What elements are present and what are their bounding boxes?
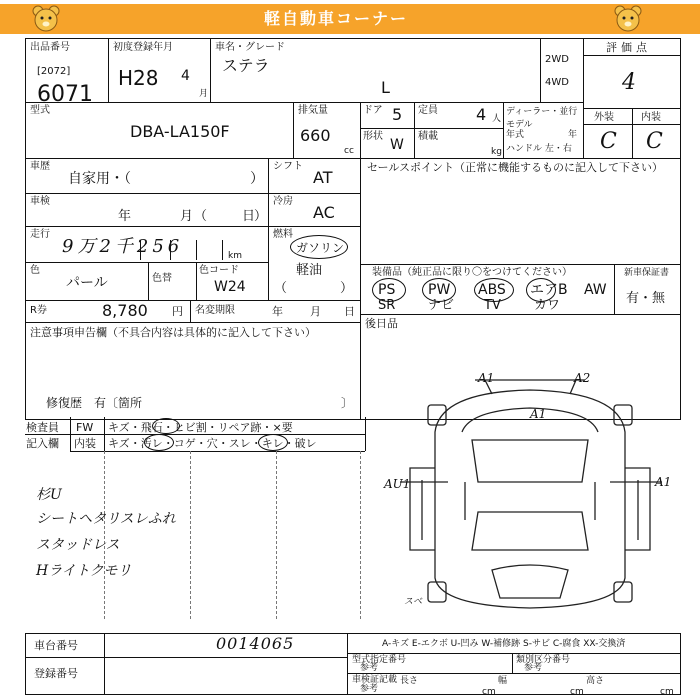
dealer-handle: ハンドル 左・右 xyxy=(506,144,572,154)
registration-label: 登録番号 xyxy=(34,667,78,680)
drive-4wd: 4WD xyxy=(545,77,569,88)
capacity-label: 定員 xyxy=(418,105,438,116)
first-reg-year: H28 xyxy=(118,66,159,90)
fuel-gas-circle xyxy=(290,235,348,259)
recycle-value: 8,780 xyxy=(102,301,148,320)
equip-abs: ABS xyxy=(478,282,506,298)
warranty-label: 新車保証書 xyxy=(624,268,670,278)
drive-2wd: 2WD xyxy=(545,54,569,65)
inspector-label: 検査員 xyxy=(26,421,59,434)
fuel-label: 燃料 xyxy=(273,229,293,240)
chassis-number: 0014065 xyxy=(216,634,295,653)
color-value: パール xyxy=(66,275,108,291)
fuel-close: ） xyxy=(340,281,354,296)
load-unit: kg xyxy=(491,147,502,157)
equip-airbag: エアB xyxy=(530,282,568,298)
handnote-2: シートヘタリスレふれ xyxy=(36,511,176,527)
header-title: 軽自動車コーナー xyxy=(264,9,409,28)
displacement-unit: cc xyxy=(344,146,354,156)
spec-ref-3: 参考 xyxy=(360,684,379,694)
displacement-label: 排気量 xyxy=(298,105,328,116)
header-bear-right xyxy=(612,4,644,34)
mileage-unit: km xyxy=(228,251,242,261)
displacement-value: 660 xyxy=(300,126,331,145)
capacity-value: 4 xyxy=(476,105,487,124)
name-change-year: 年 xyxy=(272,305,283,318)
bear-icon xyxy=(30,4,62,34)
recycle-label: R券 xyxy=(30,305,47,316)
shape-label: 形状 xyxy=(363,131,383,142)
lot-number: 6071 xyxy=(37,82,93,107)
shape-value: W xyxy=(390,137,404,153)
car-name-label: 車名・グレード xyxy=(215,42,285,53)
mark-circle-1 xyxy=(152,418,180,434)
equip-sr: SR xyxy=(378,298,396,313)
header-bear-left xyxy=(30,4,62,34)
name-change-label: 名変期限 xyxy=(195,305,235,316)
after-market-label: 後日品 xyxy=(365,317,398,330)
equip-ps: PS xyxy=(378,282,396,298)
first-reg-month: 4 xyxy=(181,68,190,84)
interior-score: C xyxy=(646,129,663,154)
model-label: 型式 xyxy=(30,105,50,116)
recycle-unit: 円 xyxy=(172,305,183,318)
history-value: 自家用・（ xyxy=(68,171,131,187)
dealer-model-label: モデル xyxy=(506,120,533,130)
handnote-4: Hライトクモリ xyxy=(36,563,132,579)
spec-certificate: 車検証記載 xyxy=(352,675,398,685)
diagram-label-a1-top: A1 xyxy=(478,371,495,385)
inspection-label: 車検 xyxy=(30,196,50,207)
load-label: 積載 xyxy=(418,131,438,142)
dealer-label: ディーラー・並行 xyxy=(506,107,578,117)
chassis-label: 車台番号 xyxy=(34,639,78,652)
inspection-month: 月 xyxy=(180,209,194,224)
diagram-label-au1: AU1 xyxy=(384,477,411,491)
spec-class-number: 類別区分番号 xyxy=(516,655,571,665)
score-value: 4 xyxy=(622,70,636,95)
aircon-label: 冷房 xyxy=(273,196,293,207)
equipment-label: 装備品（純正品に限り〇をつけてください） xyxy=(372,267,572,278)
mark-circle-2 xyxy=(144,434,174,451)
doors-label: ドア xyxy=(363,105,383,116)
lot-label: 出品番号 xyxy=(30,42,70,53)
history-close: ） xyxy=(250,171,264,187)
color-code-label: 色コード xyxy=(199,265,239,276)
fuel-open: （ xyxy=(274,281,288,296)
equip-pw: PW xyxy=(428,282,451,298)
fuel-gas: ガソリン xyxy=(296,241,345,255)
car-name: ステラ xyxy=(222,56,270,75)
interior-items: キズ・汚レ・コゲ・穴・スレ・キレ・破レ xyxy=(108,437,317,450)
handnote-1: 杉U xyxy=(36,487,62,503)
color-code: W24 xyxy=(214,279,246,295)
inspection-day: 日 xyxy=(242,209,256,224)
interior-label: 内装 xyxy=(641,112,661,123)
shift-label: シフト xyxy=(273,161,303,172)
diagram-label-a1-right: A1 xyxy=(655,475,672,489)
inspection-open: （ xyxy=(194,209,208,224)
fuel-diesel: 軽油 xyxy=(296,263,323,278)
fw-items: キズ・飛石・ヒビ割・リペア跡・×要 xyxy=(108,421,293,434)
spec-length: 長さ xyxy=(400,676,419,686)
name-change-month: 月 xyxy=(310,305,321,318)
notes-label: 注意事項申告欄（不具合内容は具体的に記入して下さい） xyxy=(30,326,316,339)
inspection-close: ） xyxy=(254,209,268,224)
first-reg-month-unit: 月 xyxy=(199,89,209,99)
repair-close: 〕 xyxy=(341,396,354,410)
equip-tv: TV xyxy=(484,298,501,313)
history-label: 車歴 xyxy=(30,161,50,172)
spec-width: 幅 xyxy=(498,676,508,686)
lot-sub-number: [2072] xyxy=(37,66,71,77)
equip-aw: AW xyxy=(584,282,607,298)
equip-leather: カワ xyxy=(534,298,561,313)
interior-head: 内装 xyxy=(74,437,96,450)
bear-icon xyxy=(612,4,644,34)
shift-value: AT xyxy=(313,168,333,187)
repair-history: 修復歴 有〔箇所 xyxy=(46,396,143,410)
handnote-3: スタッドレス xyxy=(36,537,120,553)
diagram-label-a1-mid: A1 xyxy=(530,407,547,421)
damage-legend: A-キズ E-エクボ U-凹み W-補修跡 S-サビ C-腐食 XX-交換済 xyxy=(382,639,626,649)
inspection-year: 年 xyxy=(118,209,132,224)
sales-point-label: セールスポイント（正常に機能するものに記入して下さい） xyxy=(367,161,664,174)
doors-value: 5 xyxy=(392,105,403,124)
spec-ref-2: 参考 xyxy=(524,663,543,673)
mark-circle-3 xyxy=(258,434,288,451)
equip-navi: ナビ xyxy=(428,298,455,313)
first-reg-label: 初度登録年月 xyxy=(113,42,173,53)
spec-length-cm: cm xyxy=(482,687,496,697)
color-label: 色 xyxy=(30,265,40,276)
name-change-day: 日 xyxy=(344,305,355,318)
dealer-year-unit: 年 xyxy=(568,130,578,140)
model-value: DBA-LA150F xyxy=(130,122,230,141)
aircon-value: AC xyxy=(313,203,335,222)
warranty-value: 有・無 xyxy=(626,291,666,306)
spec-height-cm: cm xyxy=(660,687,674,697)
diagram-label-slip: スベ xyxy=(404,597,423,607)
mileage-label: 走行 xyxy=(30,229,50,240)
mileage-value: 9万2千256 xyxy=(62,236,184,257)
car-grade: L xyxy=(381,78,390,97)
color-special-label: 色替 xyxy=(152,273,172,284)
dealer-year-label: 年式 xyxy=(506,130,525,140)
fw-head: FW xyxy=(76,421,94,434)
spec-ref-1: 参考 xyxy=(360,663,379,673)
inspector-label-2: 記入欄 xyxy=(26,437,59,450)
exterior-score: C xyxy=(600,129,617,154)
spec-height: 高さ xyxy=(586,676,605,686)
score-label: 評価点 xyxy=(606,41,651,54)
exterior-label: 外装 xyxy=(594,112,614,123)
capacity-unit: 人 xyxy=(492,114,502,124)
spec-width-cm: cm xyxy=(570,687,584,697)
diagram-label-a2: A2 xyxy=(574,371,591,385)
spec-type-number: 型式指定番号 xyxy=(352,655,407,665)
